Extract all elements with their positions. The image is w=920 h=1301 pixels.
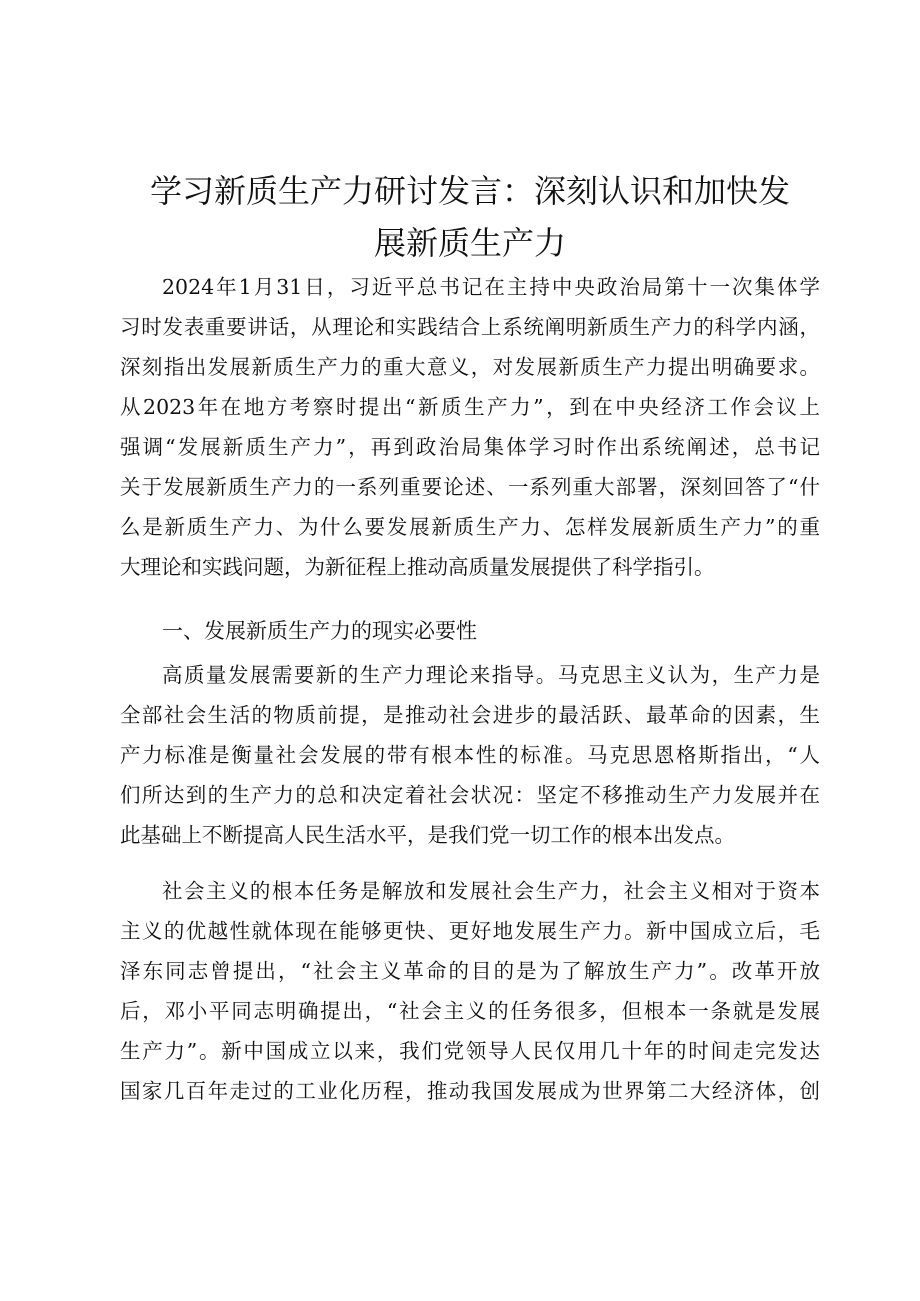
paragraph-2-line: 全部社会生活的物质前提，是推动社会进步的最活跃、最革命的因素，生 bbox=[120, 703, 820, 727]
paragraph-1-line: 大理论和实践问题，为新征程上推动高质量发展提供了科学指引。 bbox=[120, 555, 715, 579]
paragraph-1-line: 么是新质生产力、为什么要发展新质生产力、怎样发展新质生产力”的重 bbox=[120, 515, 820, 539]
paragraph-1-line: 关于发展新质生产力的一系列重要论述、一系列重大部署，深刻回答了“什 bbox=[120, 475, 820, 499]
document-title-line-1: 学习新质生产力研讨发言：深刻认识和加快发 bbox=[149, 172, 790, 210]
paragraph-1-line: 2024年1月31日，习近平总书记在主持中央政治局第十一次集体学 bbox=[162, 275, 820, 299]
paragraph-3-line: 生产力”。新中国成立以来，我们党领导人民仅用几十年的时间走完发达 bbox=[120, 1039, 820, 1063]
paragraph-3-line: 社会主义的根本任务是解放和发展社会生产力，社会主义相对于资本 bbox=[162, 879, 820, 903]
paragraph-1-line: 强调“发展新质生产力”，再到政治局集体学习时作出系统阐述，总书记 bbox=[120, 435, 820, 459]
paragraph-2-line: 此基础上不断提高人民生活水平，是我们党一切工作的根本出发点。 bbox=[120, 823, 735, 847]
paragraph-2-line: 产力标准是衡量社会发展的带有根本性的标准。马克思恩格斯指出，“人 bbox=[120, 743, 820, 767]
paragraph-3-line: 泽东同志曾提出，“社会主义革命的目的是为了解放生产力”。改革开放 bbox=[120, 959, 820, 983]
paragraph-3-line: 国家几百年走过的工业化历程，推动我国发展成为世界第二大经济体，创 bbox=[120, 1079, 820, 1103]
paragraph-3-line: 后，邓小平同志明确提出，“社会主义的任务很多，但根本一条就是发展 bbox=[120, 999, 820, 1023]
section-1-heading: 一、发展新质生产力的现实必要性 bbox=[162, 619, 477, 643]
paragraph-1-line: 习时发表重要讲话，从理论和实践结合上系统阐明新质生产力的科学内涵， bbox=[120, 315, 820, 339]
paragraph-2-line: 们所达到的生产力的总和决定着社会状况：坚定不移推动生产力发展并在 bbox=[120, 783, 820, 807]
paragraph-3-line: 主义的优越性就体现在能够更快、更好地发展生产力。新中国成立后，毛 bbox=[120, 919, 820, 943]
paragraph-2-line: 高质量发展需要新的生产力理论来指导。马克思主义认为，生产力是 bbox=[162, 663, 820, 687]
paragraph-1-line: 深刻指出发展新质生产力的重大意义，对发展新质生产力提出明确要求。 bbox=[120, 355, 820, 379]
paragraph-1-line: 从2023年在地方考察时提出“新质生产力”，到在中央经济工作会议上 bbox=[120, 395, 820, 419]
document-title-line-2: 展新质生产力 bbox=[373, 224, 566, 262]
